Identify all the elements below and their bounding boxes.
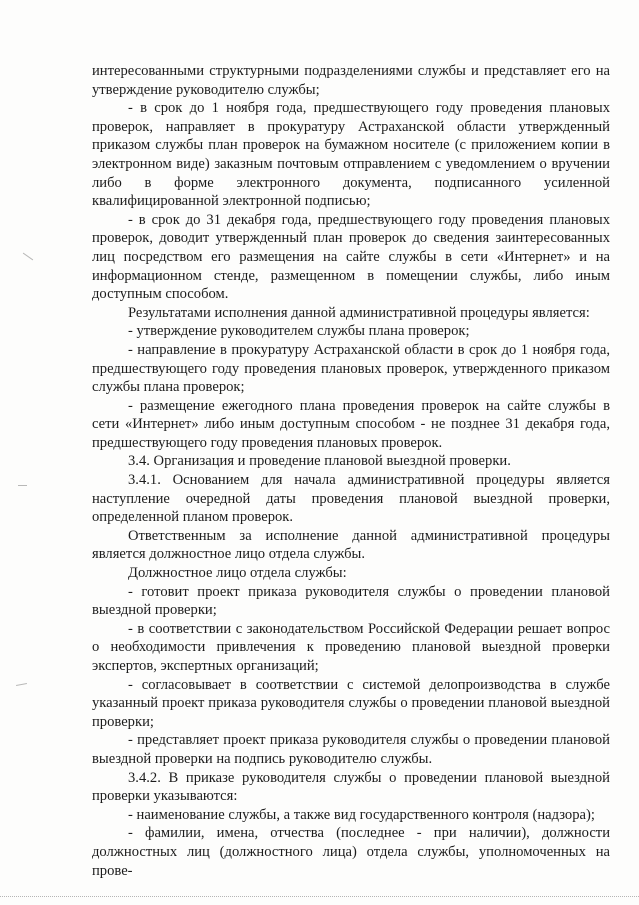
paragraph: 3.4.1. Основанием для начала административной процедуры является наступление очередной даты проведения плановой выездной проверки, определенной планом проверок. bbox=[92, 472, 610, 526]
paragraph: - размещение ежегодного плана проведения проверок на сайте службы в сети «Интернет» либо иным доступным способом - не позднее 31 декабря года, предшествующего году проведения плановых проверок. bbox=[92, 397, 610, 451]
paragraph: Должностное лицо отдела службы: bbox=[128, 565, 347, 582]
paragraph: - согласовывает в соответствии с системой делопроизводства в службе указанный проект приказа руководителя службы о проведении плановой выездной проверки; bbox=[92, 676, 610, 730]
section-heading: 3.4. Организация и проведение плановой выездной проверки. bbox=[128, 453, 511, 470]
scan-mark bbox=[23, 253, 33, 261]
paragraph: - наименование службы, а также вид государственного контроля (надзора); bbox=[128, 806, 595, 823]
paragraph: - в соответствии с законодательством Российской Федерации решает вопрос о необходимости привлечения к проведению плановой выездной проверки экспертов, экспертных организаций; bbox=[92, 620, 610, 674]
scan-edge bbox=[0, 896, 639, 897]
paragraph: - утверждение руководителем службы плана проверок; bbox=[128, 323, 470, 340]
paragraph: Результатами исполнения данной административной процедуры является: bbox=[128, 304, 590, 321]
paragraph: - в срок до 1 ноября года, предшествующего году проведения плановых проверок, направляет в прокуратуру Астраханской области утвержденный приказом службы план проверок на бумажном носителе (с приложением копии в электронном виде) заказным почтовым отправлением с уведомлением о вручении либо в форме электронного документа, подписанного усиленной квалифицированной электронной подписью; bbox=[92, 100, 610, 210]
paragraph: 3.4.2. В приказе руководителя службы о проведении плановой выездной проверки указываются: bbox=[92, 769, 610, 805]
scan-mark bbox=[18, 485, 27, 486]
paragraph: - направление в прокуратуру Астраханской области в срок до 1 ноября года, предшествующего году проведения плановых проверок, утвержденного приказом службы плана проверок; bbox=[92, 341, 610, 396]
document-body bbox=[92, 62, 610, 880]
paragraph: - в срок до 31 декабря года, предшествующего году проведения плановых проверок, доводит утвержденный план проверок до сведения заинтересованных лиц посредством его размещения на сайте службы в сети «Интернет» и на информационном стенде, размещенном в помещении службы, либо иным доступным способом. bbox=[92, 211, 610, 303]
scan-mark bbox=[16, 683, 27, 686]
paragraph: - готовит проект приказа руководителя службы о проведении плановой выездной проверки; bbox=[92, 583, 610, 619]
paragraph: Ответственным за исполнение данной административной процедуры является должностное лицо отдела службы. bbox=[92, 527, 610, 563]
paragraph: - фамилии, имена, отчества (последнее - при наличии), должности должностных лиц (должностного лица) отдела службы, уполномоченных на прове- bbox=[92, 825, 610, 879]
paragraph: интересованными структурными подразделениями службы и представляет его на утверждение руководителю службы; bbox=[92, 63, 610, 98]
paragraph: - представляет проект приказа руководителя службы о проведении плановой выездной проверки на подпись руководителю службы. bbox=[92, 732, 610, 767]
